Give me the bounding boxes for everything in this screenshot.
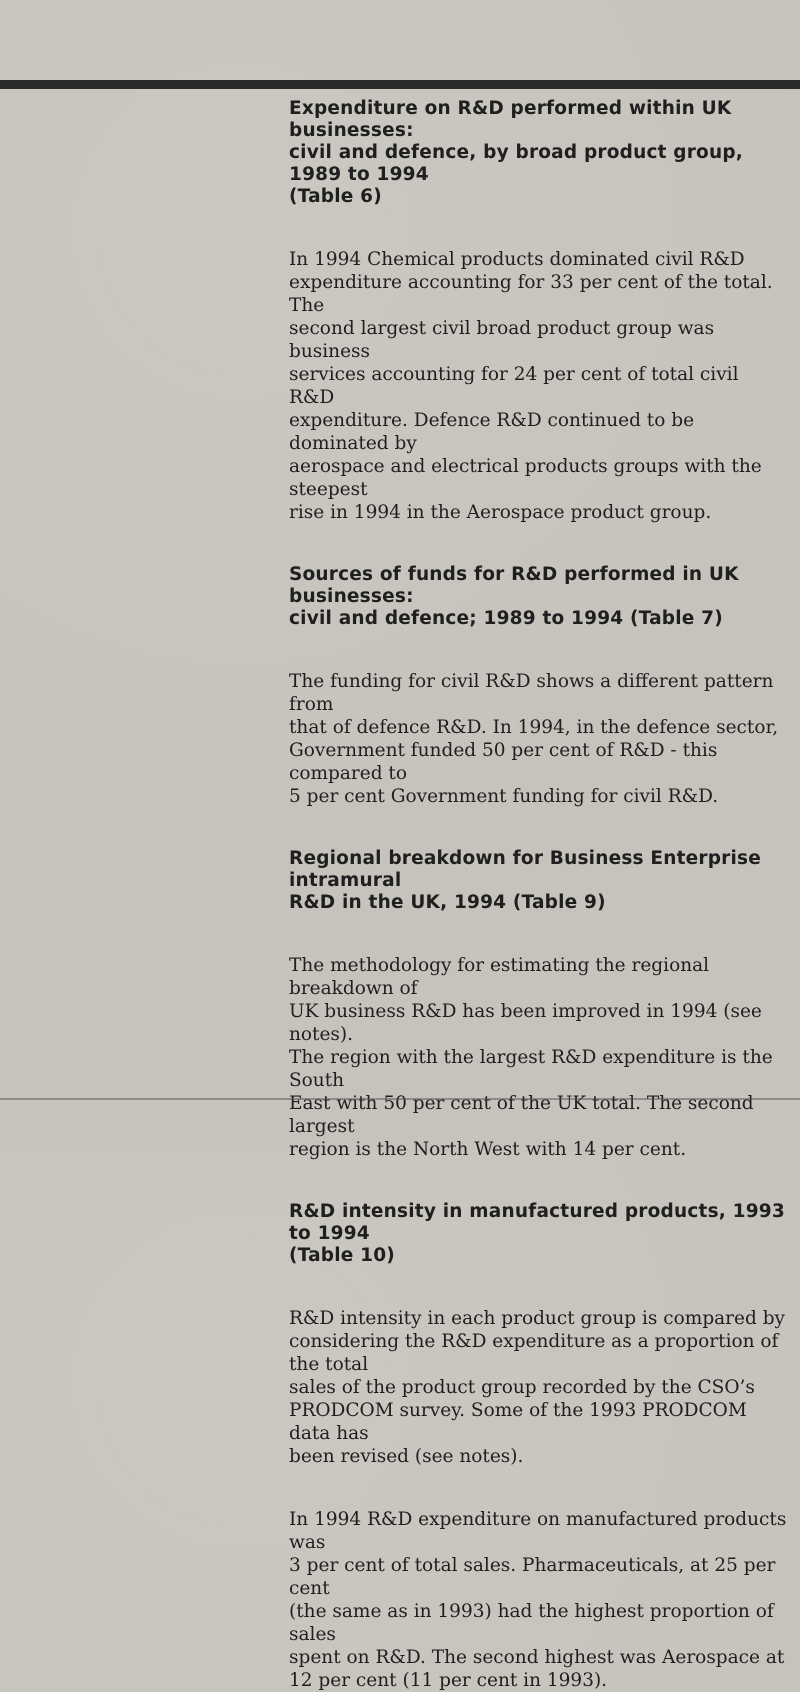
section-heading: Sources of funds for R&D performed in UK businesses: civil and defence; 1989 to 1994 (Table 7) [289, 564, 739, 629]
section-paragraph: The funding for civil R&D shows a different pattern from that of defence R&D. In 1994, in the defence sector, Government funded 50 per cent of R&D - this compared to 5 per cent Government funding for civil R&D. [289, 671, 779, 807]
section-paragraph: In 1994 Chemical products dominated civil R&D expenditure accounting for 33 per cent of the total. The second largest civil broad product group was business services accounting for 24 per cent of total civil R&D expenditure. Defence R&D continued to be dominated by aerospace and electrical products groups with the steepest rise in 1994 in the Aerospace product group. [289, 249, 773, 523]
section-table-6 [289, 98, 789, 524]
section-heading: R&D intensity in manufactured products, 1993 to 1994 (Table 10) [289, 1201, 785, 1266]
section-table-9 [289, 848, 789, 1161]
section-paragraph: The methodology for estimating the regional breakdown of UK business R&D has been improved in 1994 (see notes). The region with the largest R&D expenditure is the South East with 50 per cent of the UK total. The second largest region is the North West with 14 per cent. [289, 955, 773, 1160]
bottom-rule [0, 1098, 800, 1100]
section-paragraph: In 1994 R&D expenditure on manufactured products was 3 per cent of total sales. Pharmaceuticals, at 25 per cent (the same as in 1993) had the highest proportion of sales spent on R&D. The second highest was Aerospace at 12 per cent (11 per cent in 1993). [289, 1509, 787, 1691]
top-rule [0, 80, 800, 89]
section-table-10 [289, 1201, 789, 1692]
document-body [289, 98, 789, 1692]
section-heading: Regional breakdown for Business Enterprise intramural R&D in the UK, 1994 (Table 9) [289, 848, 761, 913]
section-heading: Expenditure on R&D performed within UK businesses: civil and defence, by broad product group, 1989 to 1994 (Table 6) [289, 98, 744, 207]
section-paragraph: R&D intensity in each product group is compared by considering the R&D expenditure as a proportion of the total sales of the product group recorded by the CSO’s PRODCOM survey. Some of the 1993 PRODCOM data has been revised (see notes). [289, 1308, 785, 1467]
section-table-7 [289, 564, 789, 808]
